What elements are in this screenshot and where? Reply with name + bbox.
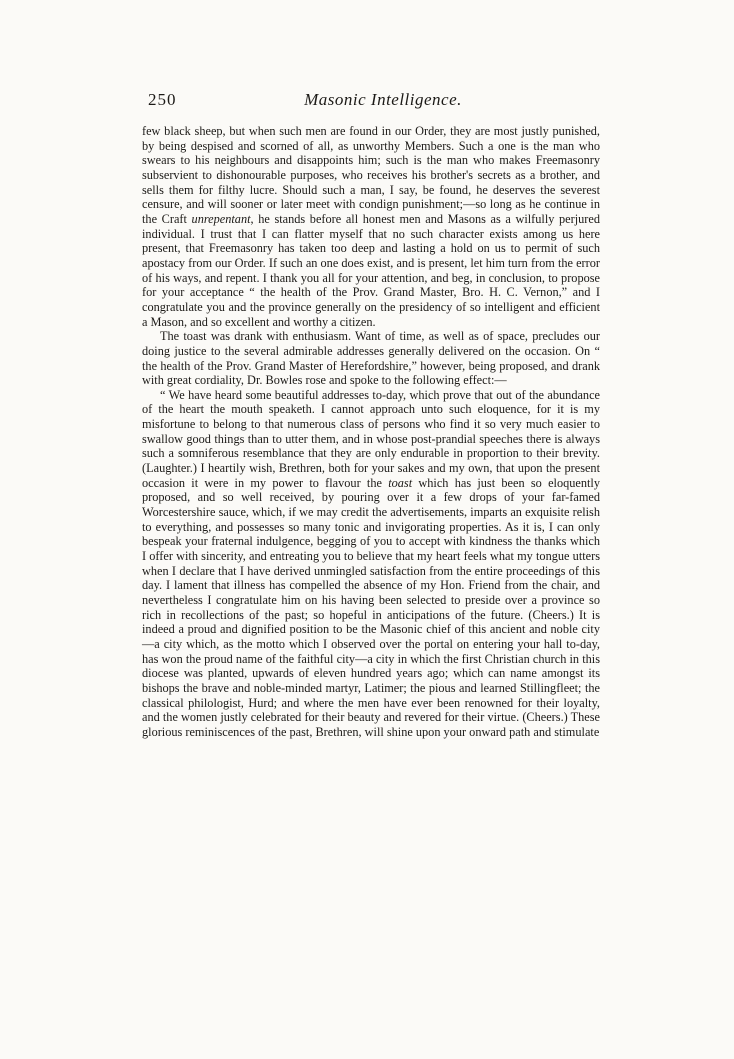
emphasis-unrepentant: unrepentant [191,211,251,226]
paragraph-1-text-a: few black sheep, but when such men are found in our Order, they are most justly punished, by being despised and scorned of all, as unworthy Members. Such a one is the man who swears to his neighbours and disappoints him; such is the man who makes Freemasonry subservient to dishonourable purposes, who receives his brother's secrets as a brother, and sells them for filthy lucre. Should such a man, I say, be found, he deserves the severest censure, and will sooner or later meet with condign punishment;—so long as he continue in the Craft [142,124,600,226]
paragraph-3-text-b: which has just been so eloquently proposed, and so well received, by pouring over it a few drops of your far-famed Worcestershire sauce, which, if we may credit the advertisements, imparts an exquisite relish to everything, and possesses so many tonic and invigorating properties. As it is, I can only bespeak your fraternal indulgence, begging of you to accept with kindness the thanks which I offer with sincerity, and entreating you to believe that my heart feels what my tongue utters when I declare that I have derived unmingled satisfaction from the entire proceedings of this day. I lament that illness has compelled the absence of my Hon. Friend from the chair, and nevertheless I congratulate him on his having been selected to preside over a province so rich in recollections of the past; so hopeful in anticipations of the future. (Cheers.) It is indeed a proud and dignified position to be the Masonic chief of this ancient and noble city—a city which, as the motto which I observed over the portal on entering your hall to-day, has won the proud name of the faithful city—a city in which the first Christian church in this diocese was planted, upwards of eleven hundred years ago; which can name amongst its bishops the brave and noble-minded martyr, Latimer; the pious and learned Stillingfleet; the classical philologist, Hurd; and where the men have ever been renowned for their loyalty, and the women justly celebrated for their beauty and revered for their virtue. (Cheers.) These glorious reminiscences of the past, Brethren, will shine upon your onward path and stimulate [142,475,600,739]
emphasis-toast: toast [388,475,413,490]
paragraph-3 [142,388,600,740]
paragraph-1-text-b: , he stands before all honest men and Masons as a wilfully perjured individual. I trust that I can flatter myself that no such character exists among us here present, that Freemasonry has taken too deep and lasting a hold on us to permit of such apostacy from our Order. If such an one does exist, and is present, let him turn from the error of his ways, and repent. I thank you all for your attention, and beg, in conclusion, to propose for your acceptance “ the health of the Prov. Grand Master, Bro. H. C. Vernon,” and I congratulate you and the province generally on the presidency of so intelligent and efficient a Mason, and so excellent and worthy a citizen. [142,211,600,329]
paragraph-1 [142,124,600,329]
running-head [148,90,618,112]
journal-title: Masonic Intelligence. [304,90,462,109]
page-number: 250 [148,90,177,109]
paragraph-2: The toast was drank with enthusiasm. Want of time, as well as of space, precludes our doing justice to the several admirable addresses generally delivered on the occasion. On “ the health of the Prov. Grand Master of Herefordshire,” however, being proposed, and drank with great cordiality, Dr. Bowles rose and spoke to the following effect:— [142,329,600,388]
body-text [142,124,600,740]
paragraph-3-text-a: “ We have heard some beautiful addresses to-day, which prove that out of the abundance of the heart the mouth speaketh. I cannot approach unto such eloquence, for it is my misfortune to belong to that numerous class of persons who find it so very much easier to swallow good things than to utter them, and in whose post-prandial speeches there is always such a somniferous resemblance that they are only endurable in proportion to their brevity. (Laughter.) I heartily wish, Brethren, both for your sakes and my own, that upon the present occasion it were in my power to flavour the [142,387,600,490]
